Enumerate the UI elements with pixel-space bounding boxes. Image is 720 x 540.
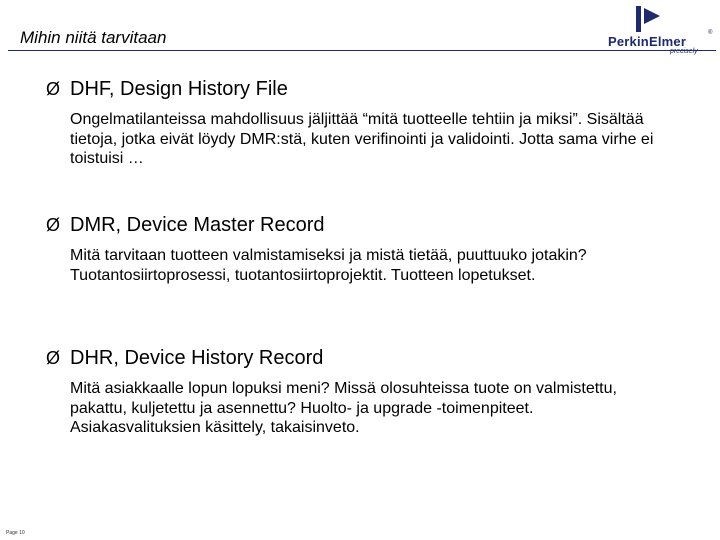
logo-registered-mark: ® [708, 30, 713, 36]
section-dhr [46, 347, 686, 438]
logo-tagline: precisely [670, 48, 698, 55]
arrow-bullet-icon: Ø [46, 79, 61, 99]
page-number: Page 10 [6, 530, 25, 536]
section-dmr [46, 214, 686, 285]
arrow-bullet-icon: Ø [46, 215, 61, 235]
logo-mark-icon [634, 4, 664, 34]
perkinelmer-logo [608, 4, 714, 56]
section-heading-text: DMR, Device Master Record [70, 214, 325, 236]
section-heading [46, 347, 686, 370]
logo-wordmark: PerkinElmer [608, 34, 687, 49]
section-body: Mitä tarvitaan tuotteen valmistamiseksi ja mistä tietää, puuttuuko jotakin? Tuotantosiirtoprosessi, tuotantosiirtoprojektit. Tuotteen lopetukset. [70, 247, 587, 284]
section-dhf [46, 78, 686, 169]
arrow-bullet-icon: Ø [46, 348, 61, 368]
section-heading-text: DHF, Design History File [70, 78, 288, 100]
section-heading [46, 214, 686, 237]
section-body: Mitä asiakkaalle lopun lopuksi meni? Missä olosuhteissa tuote on valmistettu, pakattu, kuljetettu ja asennettu? Huolto- ja upgrade -toimenpiteet. Asiakasvalituksien käsittely, takaisinveto. [70, 380, 617, 436]
section-heading-text: DHR, Device History Record [70, 347, 324, 369]
section-heading [46, 78, 686, 101]
slide-title: Mihin niitä tarvitaan [20, 28, 167, 47]
section-body: Ongelmatilanteissa mahdollisuus jäljittää “mitä tuotteelle tehtiin ja miksi”. Sisältää tietoja, jotka eivät löydy DMR:stä, kuten verifinointi ja validointi. Jotta sama virhe ei toistuisi … [70, 111, 654, 167]
